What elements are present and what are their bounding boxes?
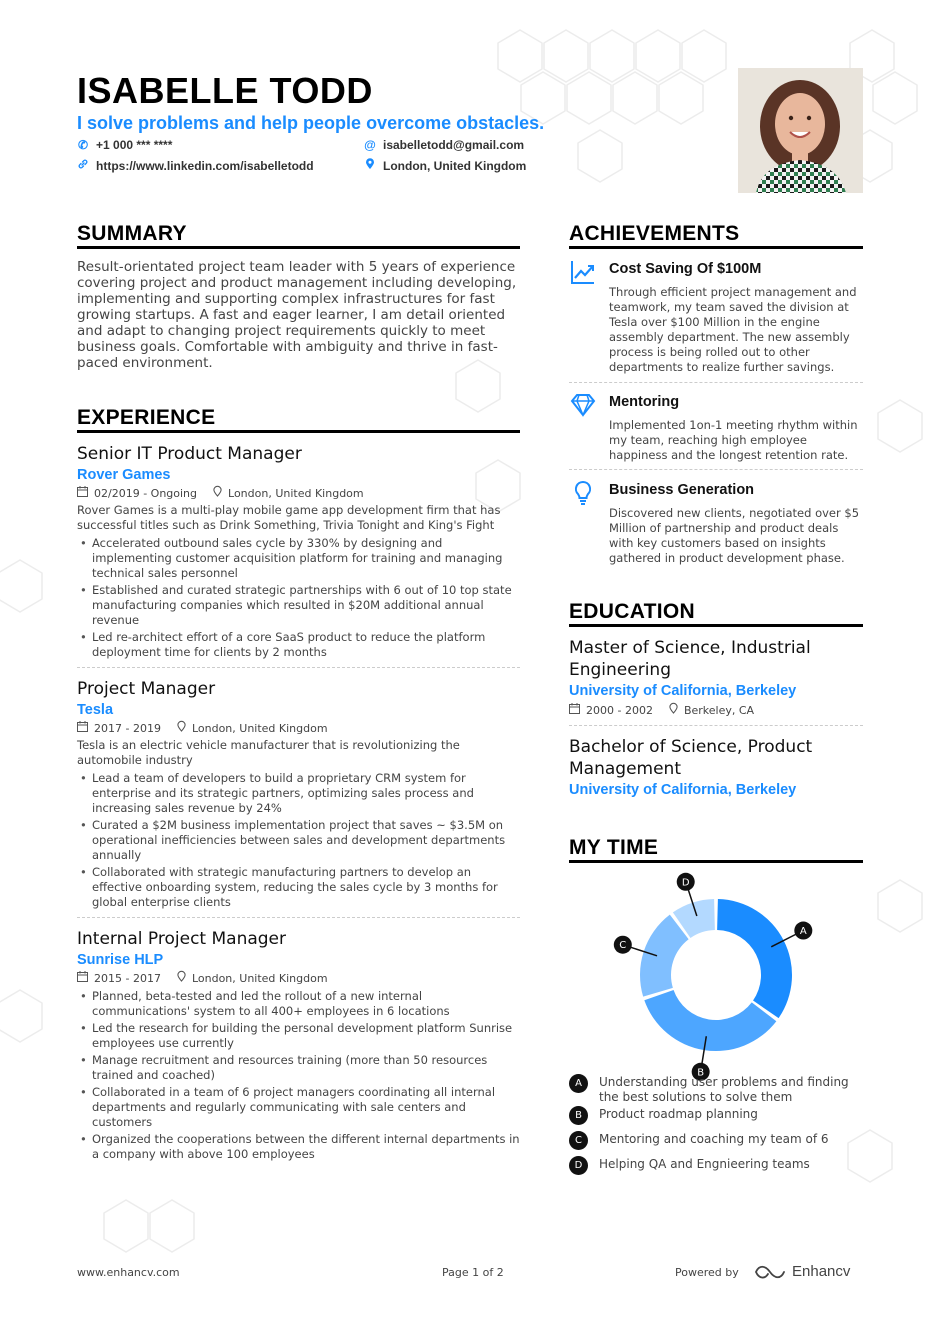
calendar-icon [77,486,88,500]
location-text: London, United Kingdom [383,158,527,173]
job-meta [77,971,328,985]
job-location: London, United Kingdom [191,971,328,985]
achievement-text: Through efficient project management and teamwork, my team saved the division at Tesla over $100 Million in the engine assembly department. The new assembly process is being rolled out to other departments to realize further savings. [609,285,857,374]
summary-title: SUMMARY [77,222,187,245]
donut-slice-a [717,899,792,1018]
list-item: • Led the research for building the personal development platform Sunrise employees use currently [77,1021,522,1051]
company-name: Rover Games [77,467,171,483]
map-pin-icon [213,486,222,500]
education-location: Berkeley, CA [683,703,755,717]
enhancv-logo-text: Enhancv [792,1263,851,1280]
job-bullets [77,989,522,1164]
legend-badge: A [569,1074,588,1093]
profile-photo [738,68,863,193]
donut-label: B [697,1067,705,1079]
divider [569,382,863,383]
legend-item-b [569,1107,869,1125]
job-dates: 2017 - 2019 [94,721,161,735]
divider [569,725,863,726]
list-item: • Curated a $2M business implementation project that saves ~ $3.5M on operational inefficiencies between sales and development departments annually [77,818,522,863]
education-meta [569,703,754,717]
company-name: Sunrise HLP [77,952,164,968]
diamond-icon [569,391,597,419]
list-item: • Planned, beta-tested and led the rollout of a new internal communications' system to all 400+ employees in 6 locations [77,989,522,1019]
legend-text: Product roadmap planning [599,1107,758,1121]
legend-item-a [569,1075,869,1105]
school-name: University of California, Berkeley [569,683,797,699]
link-icon [77,158,89,173]
list-item: • Organized the cooperations between the different internal departments in a company with above 100 employees [77,1132,522,1162]
candidate-name: ISABELLE TODD [77,70,373,111]
list-item: • Collaborated in a team of 6 project managers coordinating all internal departments and regularly communicating with sale centers and customers [77,1085,522,1130]
divider [77,667,520,668]
legend-text: Helping QA and Engnieering teams [599,1157,810,1171]
education-title: EDUCATION [569,600,695,623]
job-description: Rover Games is a multi-play mobile game app development firm that has successful titles such as Drink Something, Trivia Tonight and King's Fight [77,503,501,532]
summary-rule [77,246,520,249]
legend-badge: D [569,1156,588,1175]
job-bullets [77,771,522,912]
candidate-tagline: I solve problems and help people overcome obstacles. [77,113,545,133]
donut-slice-c [640,915,689,997]
phone-text: +1 000 *** **** [96,138,173,152]
job-title: Internal Project Manager [77,929,287,949]
footer-powered-by: Powered by [675,1266,739,1279]
job-dates: 2015 - 2017 [94,971,161,985]
legend-text: Understanding user problems and finding the best solutions to solve them [599,1075,849,1104]
degree-title: Master of Science, Industrial Engineering [569,638,811,680]
legend-badge: B [569,1106,588,1125]
achievement-text: Implemented 1on-1 meeting rhythm within my team, reaching high employee happiness and the longest retention rate. [609,418,858,462]
donut-label: C [619,940,627,952]
achievements-title: ACHIEVEMENTS [569,222,740,245]
legend-item-d [569,1157,869,1175]
donut-label: D [681,877,690,889]
footer-page-number: Page 1 of 2 [442,1266,504,1279]
achievement-title: Business Generation [609,482,755,498]
job-location: London, United Kingdom [228,486,364,500]
list-item: • Established and curated strategic partnerships with 6 out of 10 top state manufacturing companies which resulted in $20M additional annual revenue [77,583,522,628]
achievement-title: Mentoring [609,394,680,410]
location-contact [364,158,526,173]
job-title: Project Manager [77,679,216,699]
email-text: isabelletodd@gmail.com [383,138,525,152]
achievement-title: Cost Saving Of $100M [609,261,762,277]
company-name: Tesla [77,702,114,718]
list-item: • Led re-architect effort of a core SaaS product to reduce the platform deployment time for clients by 2 months [77,630,522,660]
donut-label: A [799,926,807,938]
calendar-icon [77,971,88,985]
experience-rule [77,430,520,433]
legend-item-c [569,1132,869,1150]
chart-icon [569,258,597,286]
summary-text: Result-orientated project team leader with 5 years of experience covering project and product management including developing, implementing and supporting complex infrastructures for fast growing startups. A fast and eager learner, I am detail oriented and adapt to changing project requirements quickly to meet business goals. Comfortable with ambiguity and thrive in fast-paced environment. [77,259,517,371]
my-time-rule [569,860,863,863]
achievement-text: Discovered new clients, negotiated over $5 Million of partnership and product deals with key customers based on insights gathered in product development phase. [609,506,860,565]
job-location: London, United Kingdom [191,721,328,735]
map-pin-icon [177,721,186,735]
experience-title: EXPERIENCE [77,406,216,429]
calendar-icon [77,721,88,735]
linkedin-text: https://www.linkedin.com/isabelletodd [96,158,314,173]
job-bullets [77,536,522,662]
job-dates: 02/2019 - Ongoing [94,486,198,500]
footer-website[interactable]: www.enhancv.com [77,1266,180,1279]
enhancv-logo-icon [754,1264,786,1280]
phone-icon: ✆ [77,138,89,152]
school-name: University of California, Berkeley [569,782,797,798]
at-sign-icon: @ [364,138,376,152]
map-pin-icon [669,703,678,717]
job-description: Tesla is an electric vehicle manufacturer that is revolutionizing the automobile industry [77,738,460,767]
map-pin-icon [177,971,186,985]
divider [569,469,863,470]
linkedin-contact[interactable] [77,158,314,173]
achievements-rule [569,246,863,249]
list-item: • Collaborated with strategic manufacturing partners to develop an effective onboarding system, reducing the sales cycle by 3 months for global enterprise clients [77,865,522,910]
divider [77,917,520,918]
job-meta [77,721,328,735]
calendar-icon [569,703,580,717]
job-title: Senior IT Product Manager [77,444,302,464]
list-item: • Lead a team of developers to build a proprietary CRM system for enterprise and its strategic partners, optimizing sales process and increasing sales revenue by 24% [77,771,522,816]
legend-badge: C [569,1131,588,1150]
phone-contact[interactable] [77,138,172,152]
lightbulb-icon [569,479,597,507]
time-donut-chart [610,875,830,1079]
list-item: • Manage recruitment and resources training (more than 50 resources trained and coached) [77,1053,522,1083]
email-contact[interactable] [364,138,524,152]
job-meta [77,486,364,500]
my-time-title: MY TIME [569,836,659,859]
map-pin-icon [364,158,376,173]
enhancv-logo[interactable] [754,1263,850,1280]
legend-text: Mentoring and coaching my team of 6 [599,1132,829,1146]
degree-title: Bachelor of Science, Product Management [569,737,813,779]
education-rule [569,624,863,627]
education-dates: 2000 - 2002 [586,703,653,717]
list-item: • Accelerated outbound sales cycle by 330% by designing and implementing customer acquisition platform for training and managing technical sales personnel [77,536,522,581]
